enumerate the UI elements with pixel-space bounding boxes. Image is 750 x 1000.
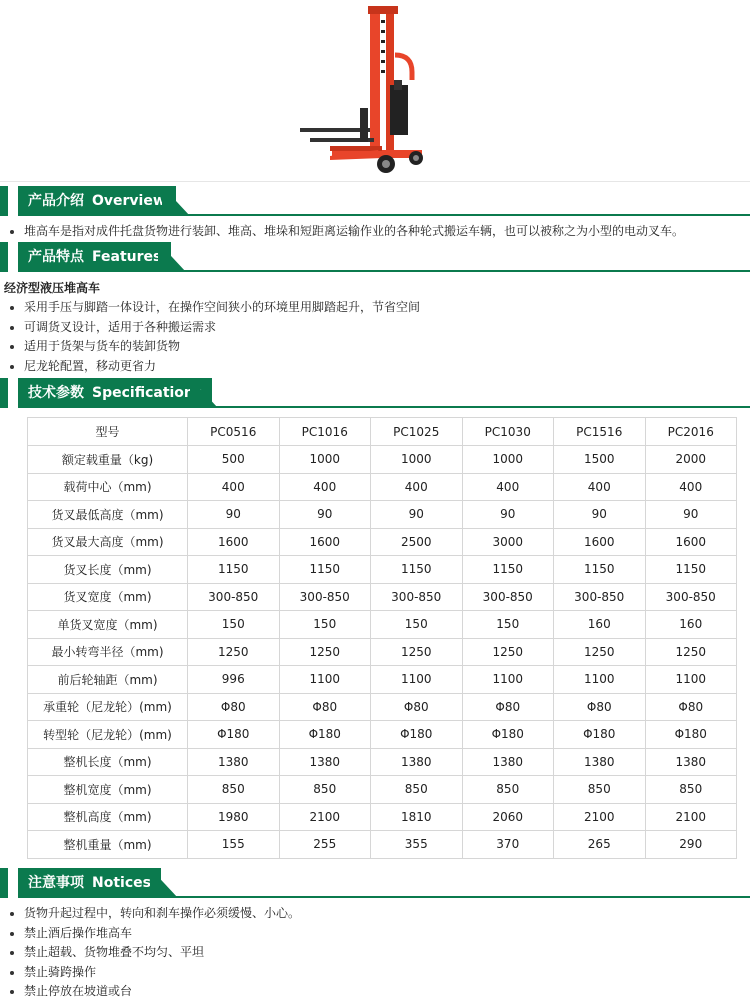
table-cell: 400 [645,473,737,501]
table-cell: 850 [279,776,371,804]
table-cell: 155 [188,831,280,859]
table-row-label: 承重轮（尼龙轮）(mm) [28,693,188,721]
table-cell: 90 [371,501,463,529]
table-cell: 2100 [279,803,371,831]
section-title-specs: 技术参数 Specifications [18,378,212,408]
table-cell: 400 [462,473,554,501]
table-cell: 1980 [188,803,280,831]
table-row [28,721,737,749]
table-row-label: 最小转弯半径（mm) [28,638,188,666]
table-cell: 255 [279,831,371,859]
table-cell: 90 [554,501,646,529]
table-cell: Φ180 [371,721,463,749]
list-item: 堆高车是指对成件托盘货物进行装卸、堆高、堆垛和短距离运输作业的各种轮式搬运车辆，也可以被称之为小型的电动叉车。 [24,222,684,242]
table-row-label: 整机宽度（mm) [28,776,188,804]
table-cell: 2100 [645,803,737,831]
table-cell: 1380 [462,748,554,776]
table-cell: 400 [371,473,463,501]
table-row [28,748,737,776]
table-cell: 290 [645,831,737,859]
table-cell: 150 [188,611,280,639]
table-row [28,501,737,529]
table-cell: Φ80 [554,693,646,721]
table-cell: 1100 [554,666,646,694]
table-cell: 1150 [462,556,554,584]
table-cell: 1150 [371,556,463,584]
table-row [28,776,737,804]
table-cell: Φ80 [188,693,280,721]
section-title-features: 产品特点 Features [18,242,171,272]
section-title-notices: 注意事项 Notices [18,868,161,898]
list-item: 可调货叉设计，适用于各种搬运需求 [24,318,420,338]
table-cell: 1250 [554,638,646,666]
table-cell: Φ180 [554,721,646,749]
table-cell: 90 [645,501,737,529]
table-header-cell: PC1016 [279,418,371,446]
table-header-cell: 型号 [28,418,188,446]
table-row [28,583,737,611]
table-row-label: 转型轮（尼龙轮）(mm) [28,721,188,749]
table-cell: 1380 [371,748,463,776]
list-item: 禁止停放在坡道或台 [24,982,300,1000]
table-cell: 300-850 [554,583,646,611]
table-header-row [28,418,737,446]
table-cell: 400 [554,473,646,501]
table-row [28,556,737,584]
table-row-label: 整机长度（mm) [28,748,188,776]
table-cell: 1100 [645,666,737,694]
table-row-label: 货叉宽度（mm) [28,583,188,611]
table-cell: 400 [279,473,371,501]
table-row [28,611,737,639]
table-cell: 2000 [645,446,737,474]
list-item: 禁止超载、货物堆叠不均匀、平坦 [24,943,300,963]
table-cell: 300-850 [188,583,280,611]
table-cell: 850 [371,776,463,804]
table-cell: 1100 [371,666,463,694]
list-item: 禁止酒后操作堆高车 [24,924,300,944]
table-row-label: 整机高度（mm) [28,803,188,831]
table-row [28,803,737,831]
notices-list [24,904,300,1000]
table-cell: 1250 [645,638,737,666]
table-cell: 850 [554,776,646,804]
table-cell: 1600 [279,528,371,556]
table-row [28,638,737,666]
table-cell: 1250 [462,638,554,666]
table-row [28,666,737,694]
table-cell: 1000 [462,446,554,474]
table-row-label: 货叉最大高度（mm) [28,528,188,556]
table-cell: 90 [188,501,280,529]
table-cell: 355 [371,831,463,859]
table-cell: Φ80 [462,693,554,721]
table-cell: 300-850 [462,583,554,611]
table-cell: 1600 [645,528,737,556]
table-cell: Φ180 [645,721,737,749]
table-row-label: 单货叉宽度（mm) [28,611,188,639]
table-header-cell: PC1025 [371,418,463,446]
table-cell: 150 [371,611,463,639]
table-cell: 1380 [645,748,737,776]
table-cell: 400 [188,473,280,501]
table-cell: 1000 [279,446,371,474]
table-row-label: 整机重量（mm) [28,831,188,859]
table-cell: 160 [645,611,737,639]
table-cell: 1100 [462,666,554,694]
table-row-label: 货叉长度（mm) [28,556,188,584]
table-cell: 370 [462,831,554,859]
table-cell: 150 [462,611,554,639]
table-cell: 90 [279,501,371,529]
table-cell: 1500 [554,446,646,474]
table-cell: 2100 [554,803,646,831]
list-item: 尼龙轮配置，移动更省力 [24,357,420,377]
table-header-cell: PC1516 [554,418,646,446]
section-header-notices [0,868,750,900]
table-cell: Φ80 [279,693,371,721]
table-cell: 90 [462,501,554,529]
table-cell: 1150 [188,556,280,584]
table-cell: 996 [188,666,280,694]
stacker-illustration [290,0,450,180]
features-subtitle: 经济型液压堆高车 [4,281,101,295]
table-row-label: 载荷中心（mm) [28,473,188,501]
table-cell: 2500 [371,528,463,556]
list-item: 适用于货架与货车的装卸货物 [24,337,420,357]
overview-list [24,222,684,242]
table-cell: 500 [188,446,280,474]
table-row [28,528,737,556]
product-image-area [0,0,750,182]
section-title-overview: 产品介绍 Overview [18,186,176,216]
table-cell: 1250 [371,638,463,666]
table-header-cell: PC2016 [645,418,737,446]
table-cell: 1380 [279,748,371,776]
table-cell: Φ180 [462,721,554,749]
table-cell: 1150 [554,556,646,584]
table-cell: 850 [188,776,280,804]
section-header-specs [0,378,750,410]
table-cell: 1100 [279,666,371,694]
table-cell: 850 [462,776,554,804]
table-cell: 1250 [279,638,371,666]
list-item: 禁止骑跨操作 [24,963,300,983]
table-cell: Φ180 [188,721,280,749]
features-list [24,298,420,376]
table-cell: 1380 [188,748,280,776]
table-cell: 3000 [462,528,554,556]
table-cell: 2060 [462,803,554,831]
table-cell: 300-850 [371,583,463,611]
table-cell: 1810 [371,803,463,831]
table-cell: 1150 [645,556,737,584]
table-cell: 1600 [554,528,646,556]
table-row-label: 前后轮轴距（mm) [28,666,188,694]
table-cell: 265 [554,831,646,859]
table-header-cell: PC0516 [188,418,280,446]
table-cell: 1150 [279,556,371,584]
list-item: 采用手压与脚踏一体设计，在操作空间狭小的环境里用脚踏起升，节省空间 [24,298,420,318]
table-cell: 850 [645,776,737,804]
table-cell: 150 [279,611,371,639]
table-row-label: 货叉最低高度（mm) [28,501,188,529]
section-header-overview [0,186,750,218]
table-cell: Φ180 [279,721,371,749]
table-row [28,446,737,474]
table-cell: 1380 [554,748,646,776]
table-row [28,831,737,859]
table-cell: 1000 [371,446,463,474]
table-cell: 300-850 [279,583,371,611]
table-cell: 1600 [188,528,280,556]
table-cell: 300-850 [645,583,737,611]
table-row [28,693,737,721]
table-row [28,473,737,501]
table-cell: 1250 [188,638,280,666]
table-cell: 160 [554,611,646,639]
table-header-cell: PC1030 [462,418,554,446]
table-cell: Φ80 [371,693,463,721]
table-row-label: 额定载重量（kg) [28,446,188,474]
spec-table [27,417,737,859]
section-header-features [0,242,750,274]
table-cell: Φ80 [645,693,737,721]
list-item: 货物升起过程中，转向和刹车操作必须缓慢、小心。 [24,904,300,924]
